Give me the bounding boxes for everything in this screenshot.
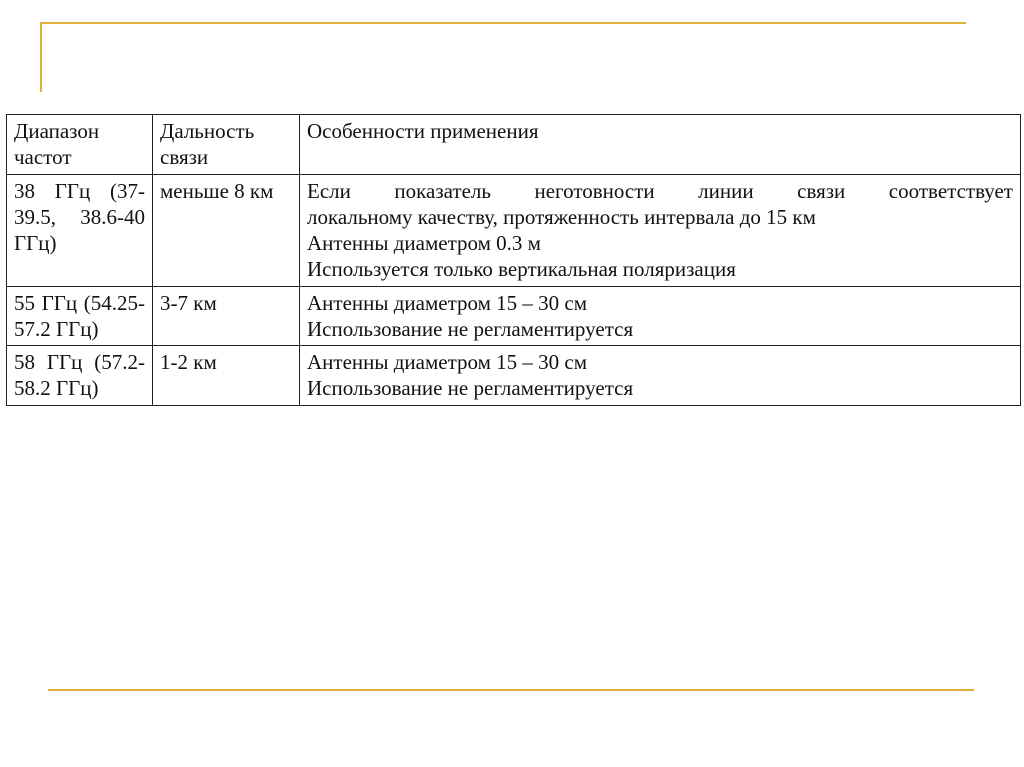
- feature-line: Антенны диаметром 0.3 м: [307, 231, 541, 255]
- frequency-table: [6, 114, 1021, 406]
- row-range: 55 ГГц (54.25-57.2 ГГц): [14, 290, 145, 341]
- row-range: 58 ГГц (57.2-58.2 ГГц): [14, 350, 145, 401]
- row-range-cell: [7, 286, 153, 346]
- feature-line: Использование не регламентируется: [307, 376, 634, 401]
- feature-line: Антенны диаметром 15 – 30 см: [307, 350, 588, 374]
- table-row: [7, 174, 1021, 286]
- header-features: [300, 115, 1021, 175]
- row-features-cell: [300, 346, 1021, 406]
- left-decorative-line: [40, 22, 42, 92]
- row-features-cell: [300, 286, 1021, 346]
- feature-line: Используется только вертикальная поляризация: [307, 257, 736, 282]
- bottom-decorative-line: [48, 689, 974, 691]
- row-distance-cell: [153, 174, 300, 286]
- feature-line: Использование не регламентируется: [307, 316, 634, 341]
- header-distance: [153, 115, 300, 175]
- row-range-cell: [7, 346, 153, 406]
- row-distance-cell: [153, 286, 300, 346]
- feature-line: Если показатель неготовности линии связи соответствует: [307, 178, 1013, 203]
- header-range-label: Диапазон частот: [14, 119, 100, 170]
- header-range: [7, 115, 153, 175]
- row-distance: меньше 8 км: [160, 178, 274, 203]
- table-row: [7, 286, 1021, 346]
- feature-line: локальному качеству, протяженность интервала до 15 км: [307, 204, 816, 229]
- table-row: [7, 346, 1021, 406]
- feature-line: Антенны диаметром 15 – 30 см: [307, 290, 588, 315]
- table-header-row: [7, 115, 1021, 175]
- row-distance-cell: [153, 346, 300, 406]
- row-distance: 1-2 км: [160, 350, 217, 374]
- header-distance-label: Дальность связи: [160, 119, 255, 170]
- row-range: 38 ГГц (37-39.5, 38.6-40 ГГц): [14, 178, 145, 255]
- row-range-cell: [7, 174, 153, 286]
- row-features-cell: [300, 174, 1021, 286]
- header-features-label: Особенности применения: [307, 119, 539, 143]
- top-decorative-line: [40, 22, 966, 24]
- row-distance: 3-7 км: [160, 290, 217, 315]
